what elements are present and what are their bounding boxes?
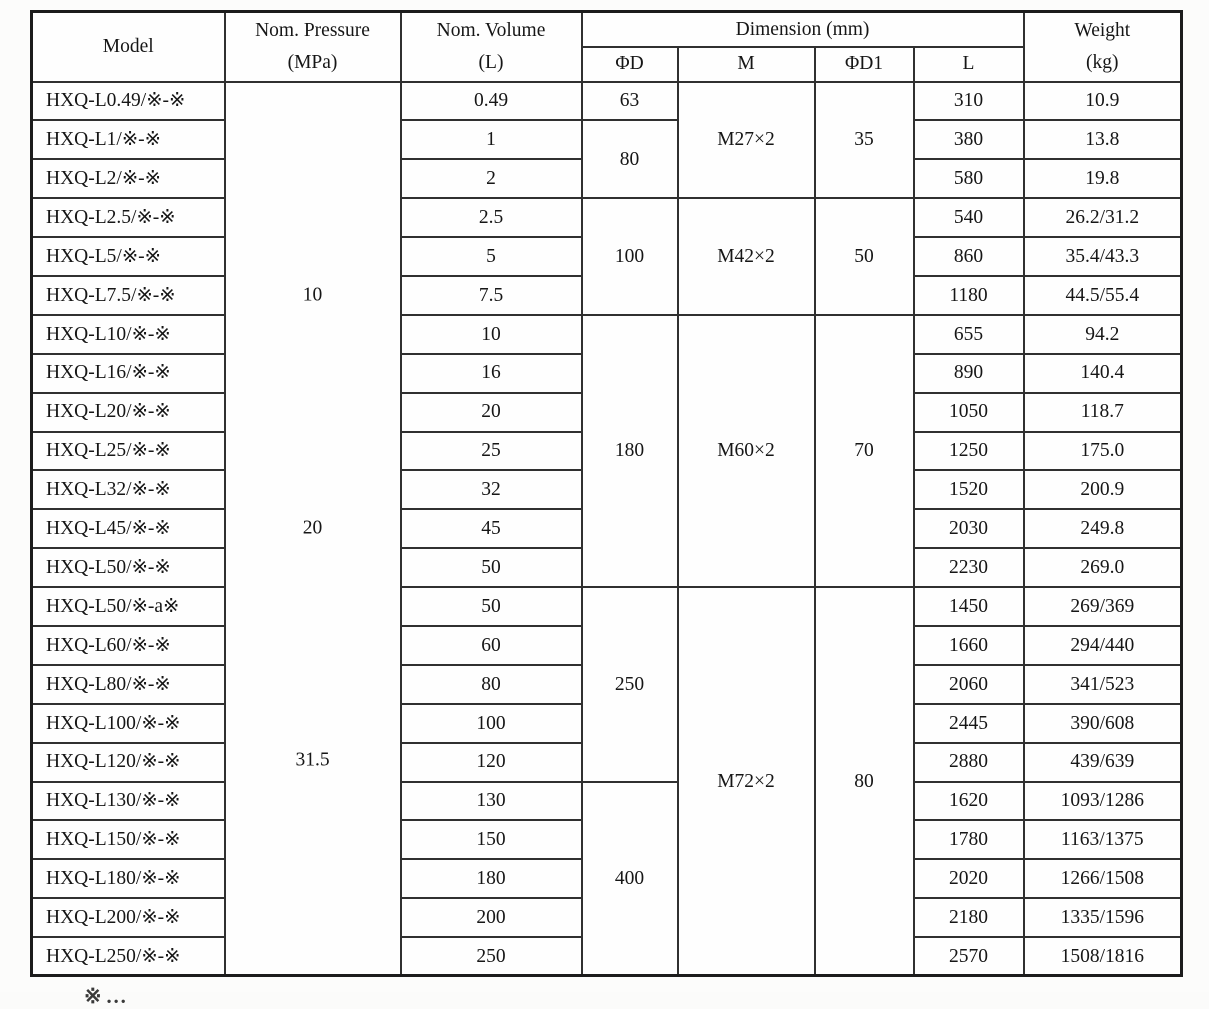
phi-d-cell: 80 — [582, 120, 678, 198]
weight-cell: 1093/1286 — [1024, 782, 1182, 821]
model-cell: HXQ-L50/※-a※ — [32, 587, 225, 626]
model-cell: HXQ-L0.49/※-※ — [32, 82, 225, 121]
length-cell: 2570 — [914, 937, 1024, 976]
length-cell: 2030 — [914, 509, 1024, 548]
weight-cell: 140.4 — [1024, 354, 1182, 393]
weight-cell: 269/369 — [1024, 587, 1182, 626]
length-cell: 580 — [914, 159, 1024, 198]
weight-cell: 35.4/43.3 — [1024, 237, 1182, 276]
volume-cell: 16 — [401, 354, 582, 393]
table-row — [32, 587, 1182, 626]
spec-table — [30, 10, 1183, 977]
header-volume — [401, 12, 582, 82]
length-cell: 1450 — [914, 587, 1024, 626]
weight-cell: 390/608 — [1024, 704, 1182, 743]
header-row-1 — [32, 12, 1182, 47]
thread-m-cell: M72×2 — [678, 587, 815, 976]
phi-d-cell: 250 — [582, 587, 678, 781]
phi-d1-cell: 35 — [815, 82, 914, 199]
model-cell: HXQ-L80/※-※ — [32, 665, 225, 704]
weight-cell: 1266/1508 — [1024, 859, 1182, 898]
weight-cell: 1508/1816 — [1024, 937, 1182, 976]
volume-cell: 50 — [401, 548, 582, 587]
length-cell: 310 — [914, 82, 1024, 121]
pressure-group-cell — [225, 82, 401, 976]
phi-d-cell: 400 — [582, 782, 678, 976]
weight-cell: 175.0 — [1024, 432, 1182, 471]
weight-cell: 44.5/55.4 — [1024, 276, 1182, 315]
length-cell: 1520 — [914, 470, 1024, 509]
phi-d-cell: 100 — [582, 198, 678, 315]
length-cell: 890 — [914, 354, 1024, 393]
length-cell: 1250 — [914, 432, 1024, 471]
volume-cell: 50 — [401, 587, 582, 626]
model-cell: HXQ-L32/※-※ — [32, 470, 225, 509]
model-cell: HXQ-L150/※-※ — [32, 820, 225, 859]
length-cell: 540 — [914, 198, 1024, 237]
header-dimension: Dimension (mm) — [582, 12, 1024, 47]
header-m: M — [678, 47, 815, 82]
weight-cell: 1163/1375 — [1024, 820, 1182, 859]
volume-cell: 10 — [401, 315, 582, 354]
volume-cell: 200 — [401, 898, 582, 937]
volume-cell: 180 — [401, 859, 582, 898]
thread-m-cell: M27×2 — [678, 82, 815, 199]
header-weight-title: Weight — [1074, 19, 1131, 41]
volume-cell: 2.5 — [401, 198, 582, 237]
volume-cell: 45 — [401, 509, 582, 548]
header-pressure-title: Nom. Pressure — [255, 19, 370, 41]
volume-cell: 25 — [401, 432, 582, 471]
table-row — [32, 315, 1182, 354]
length-cell: 1660 — [914, 626, 1024, 665]
model-cell: HXQ-L7.5/※-※ — [32, 276, 225, 315]
header-pressure — [225, 12, 401, 82]
volume-cell: 130 — [401, 782, 582, 821]
volume-cell: 120 — [401, 743, 582, 782]
volume-cell: 20 — [401, 393, 582, 432]
table-row — [32, 82, 1182, 121]
model-cell: HXQ-L10/※-※ — [32, 315, 225, 354]
header-volume-title: Nom. Volume — [436, 19, 546, 41]
table-row — [32, 120, 1182, 159]
volume-cell: 2 — [401, 159, 582, 198]
model-cell: HXQ-L2/※-※ — [32, 159, 225, 198]
phi-d-cell: 180 — [582, 315, 678, 587]
length-cell: 2230 — [914, 548, 1024, 587]
spec-table-header — [32, 12, 1182, 82]
weight-cell: 249.8 — [1024, 509, 1182, 548]
model-cell: HXQ-L16/※-※ — [32, 354, 225, 393]
weight-cell: 269.0 — [1024, 548, 1182, 587]
header-weight — [1024, 12, 1182, 82]
weight-cell: 26.2/31.2 — [1024, 198, 1182, 237]
thread-m-cell: M60×2 — [678, 315, 815, 587]
header-pressure-unit: (MPa) — [287, 52, 338, 74]
weight-cell: 19.8 — [1024, 159, 1182, 198]
model-cell: HXQ-L250/※-※ — [32, 937, 225, 976]
model-cell: HXQ-L5/※-※ — [32, 237, 225, 276]
pressure-value: 10 — [302, 284, 323, 306]
header-volume-unit: (L) — [478, 52, 504, 74]
model-cell: HXQ-L180/※-※ — [32, 859, 225, 898]
weight-cell: 13.8 — [1024, 120, 1182, 159]
weight-cell: 439/639 — [1024, 743, 1182, 782]
volume-cell: 150 — [401, 820, 582, 859]
volume-cell: 80 — [401, 665, 582, 704]
model-cell: HXQ-L130/※-※ — [32, 782, 225, 821]
volume-cell: 5 — [401, 237, 582, 276]
length-cell: 860 — [914, 237, 1024, 276]
model-cell: HXQ-L20/※-※ — [32, 393, 225, 432]
length-cell: 1180 — [914, 276, 1024, 315]
length-cell: 1050 — [914, 393, 1024, 432]
table-row — [32, 198, 1182, 237]
weight-cell: 94.2 — [1024, 315, 1182, 354]
header-weight-unit: (kg) — [1086, 52, 1119, 74]
weight-cell: 1335/1596 — [1024, 898, 1182, 937]
volume-cell: 250 — [401, 937, 582, 976]
length-cell: 2445 — [914, 704, 1024, 743]
spec-table-body — [32, 82, 1182, 976]
length-cell: 2880 — [914, 743, 1024, 782]
header-phi-d1: ΦD1 — [815, 47, 914, 82]
model-cell: HXQ-L2.5/※-※ — [32, 198, 225, 237]
volume-cell: 0.49 — [401, 82, 582, 121]
model-cell: HXQ-L60/※-※ — [32, 626, 225, 665]
table-row — [32, 782, 1182, 821]
footnote-fragment: ※… — [84, 984, 131, 1008]
volume-cell: 7.5 — [401, 276, 582, 315]
length-cell: 1620 — [914, 782, 1024, 821]
header-phi-d: ΦD — [582, 47, 678, 82]
phi-d1-cell: 50 — [815, 198, 914, 315]
header-model: Model — [32, 12, 225, 82]
volume-cell: 100 — [401, 704, 582, 743]
phi-d1-cell: 70 — [815, 315, 914, 587]
model-cell: HXQ-L50/※-※ — [32, 548, 225, 587]
volume-cell: 32 — [401, 470, 582, 509]
volume-cell: 60 — [401, 626, 582, 665]
phi-d1-cell: 80 — [815, 587, 914, 976]
phi-d-cell: 63 — [582, 82, 678, 121]
header-l: L — [914, 47, 1024, 82]
weight-cell: 118.7 — [1024, 393, 1182, 432]
length-cell: 2060 — [914, 665, 1024, 704]
length-cell: 380 — [914, 120, 1024, 159]
length-cell: 2180 — [914, 898, 1024, 937]
model-cell: HXQ-L45/※-※ — [32, 509, 225, 548]
length-cell: 2020 — [914, 859, 1024, 898]
model-cell: HXQ-L25/※-※ — [32, 432, 225, 471]
weight-cell: 294/440 — [1024, 626, 1182, 665]
model-cell: HXQ-L1/※-※ — [32, 120, 225, 159]
volume-cell: 1 — [401, 120, 582, 159]
length-cell: 1780 — [914, 820, 1024, 859]
model-cell: HXQ-L200/※-※ — [32, 898, 225, 937]
pressure-value: 31.5 — [295, 749, 330, 771]
weight-cell: 10.9 — [1024, 82, 1182, 121]
thread-m-cell: M42×2 — [678, 198, 815, 315]
weight-cell: 341/523 — [1024, 665, 1182, 704]
weight-cell: 200.9 — [1024, 470, 1182, 509]
length-cell: 655 — [914, 315, 1024, 354]
model-cell: HXQ-L120/※-※ — [32, 743, 225, 782]
model-cell: HXQ-L100/※-※ — [32, 704, 225, 743]
pressure-value: 20 — [302, 516, 323, 538]
